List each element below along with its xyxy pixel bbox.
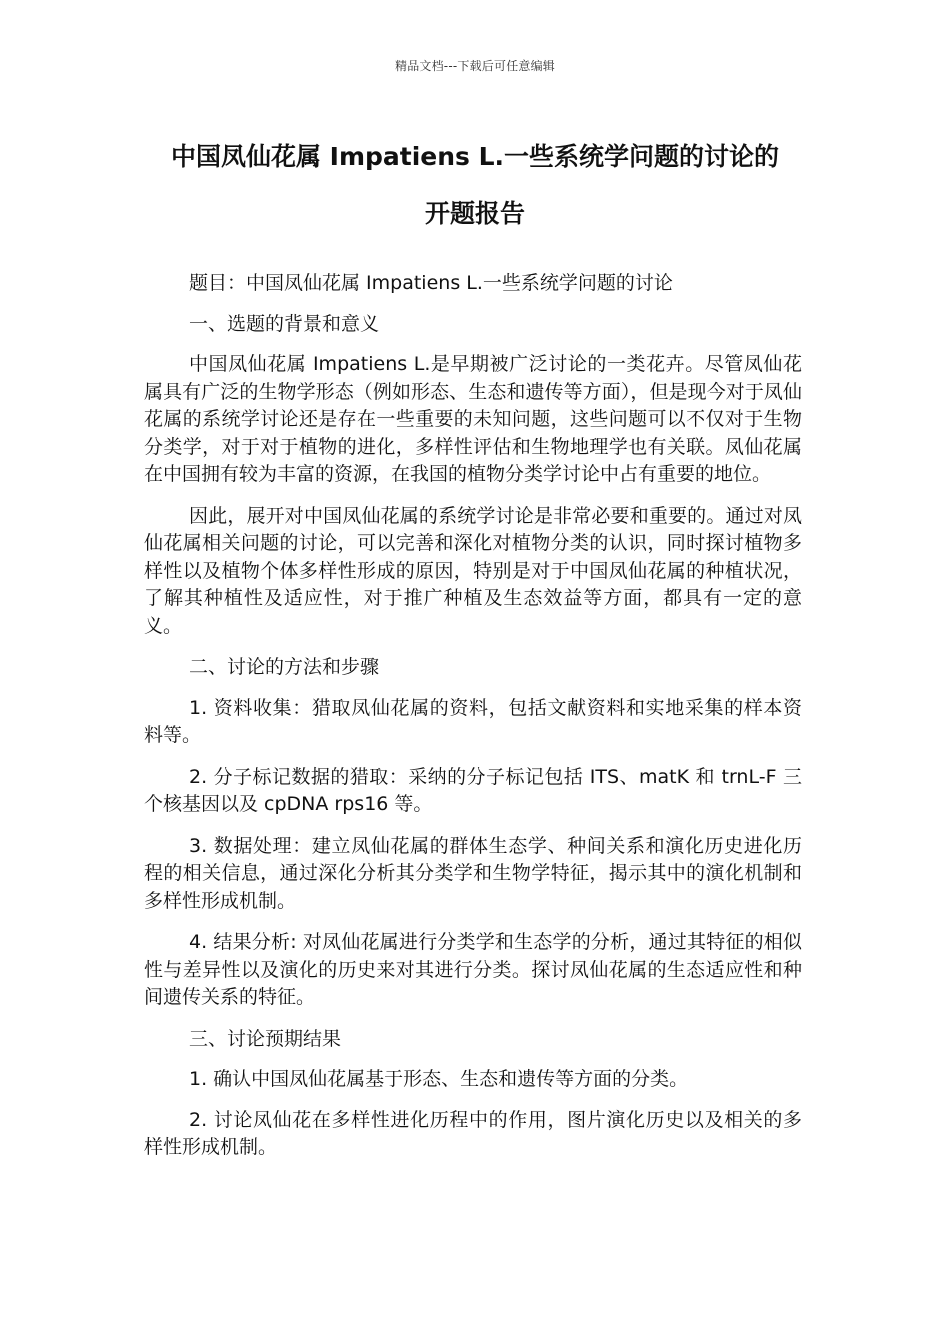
section-1-heading: 一、选题的背景和意义 (189, 312, 380, 335)
section-3-item-1: 1. 确认中国凤仙花属基于形态、生态和遗传等方面的分类。 (189, 1068, 689, 1090)
title-line-1: 中国凤仙花属 Impatiens L.一些系统学问题的讨论的 (170, 142, 780, 171)
section-2-heading: 二、讨论的方法和步骤 (189, 656, 380, 678)
topic-line: 题目：中国凤仙花属 Impatiens L.一些系统学问题的讨论 (189, 272, 673, 294)
document-body (144, 270, 802, 1176)
section-1-paragraph-1: 中国凤仙花属 Impatiens L.是早期被广泛讨论的一类花卉。尽管凤仙花属具有广泛的生物学形态（例如形态、生态和遗传等方面），但是现今对于凤仙花属的系统学讨论还是存在一些重要的未知问题，这些问题可以不仅对于生物分类学，对于对于植物的进化，多样性评估和生物地理学也有关联。凤仙花属在中国拥有较为丰富的资源，在我国的植物分类学讨论中占有重要的地位。 (144, 353, 802, 485)
document-title (140, 128, 810, 242)
section-2-step-1: 1. 资料收集：猎取凤仙花属的资料，包括文献资料和实地采集的样本资料等。 (144, 696, 802, 746)
section-3-heading: 三、讨论预期结果 (189, 1027, 342, 1050)
section-2-step-4: 4. 结果分析: 对凤仙花属进行分类学和生态学的分析，通过其特征的相似性与差异性以及演化的历史来对其进行分类。探讨凤仙花属的生态适应性和种间遗传关系的特征。 (144, 931, 802, 1008)
section-3-item-2: 2. 讨论凤仙花在多样性进化历程中的作用，图片演化历史以及相关的多样性形成机制。 (144, 1108, 802, 1158)
section-2-step-2: 2. 分子标记数据的猎取：采纳的分子标记包括 ITS、matK 和 trnL-F 三个核基因以及 cpDNA rps16 等。 (144, 765, 802, 815)
title-line-2: 开题报告 (424, 199, 525, 228)
header-note: 精品文档---下载后可任意编辑 (395, 59, 555, 73)
section-2-step-3: 3. 数据处理：建立凤仙花属的群体生态学、种间关系和演化历史进化历程的相关信息，通过深化分析其分类学和生物学特征，揭示其中的演化机制和多样性形成机制。 (144, 834, 802, 912)
section-1-paragraph-2: 因此，展开对中国凤仙花属的系统学讨论是非常必要和重要的。通过对凤仙花属相关问题的讨论，可以完善和深化对植物分类的认识，同时探讨植物多样性以及植物个体多样性形成的原因，特别是对于中国凤仙花属的种植状况，了解其种植性及适应性，对于推广种植及生态效益等方面，都具有一定的意义。 (144, 504, 802, 637)
